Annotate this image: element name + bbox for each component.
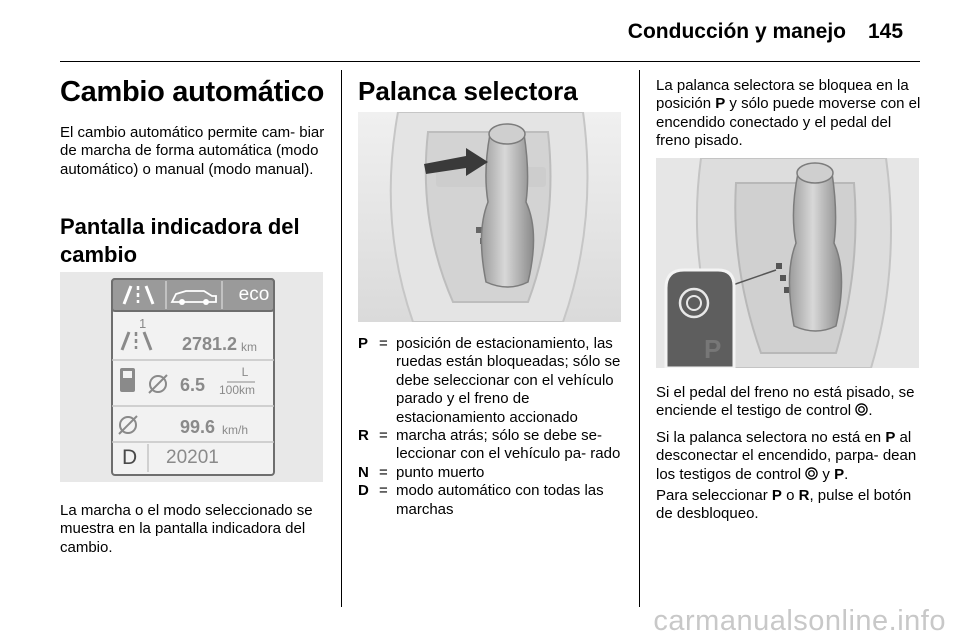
brake-lock-photo — [656, 158, 919, 368]
column-divider-right — [639, 70, 640, 607]
position-description: posición de estacionamiento, las ruedas están bloqueadas; sólo se debe seleccionar con el vehículo parado y el freno de estacionamiento accionado — [396, 335, 621, 426]
section-heading: Cambio automático — [60, 76, 324, 108]
ignition-off-paragraph: Si la palanca selectora no está en P al desconectar el encendido, parpa- dean los testigos de control y P. — [656, 429, 917, 483]
fuel-unit-top: L — [241, 365, 249, 379]
page-number: 145 — [868, 20, 904, 43]
brake-foot-control-icon — [855, 403, 868, 416]
column-divider-left — [341, 70, 342, 607]
unlock-button-paragraph: Para seleccionar P o R, pulse el botón de desbloqueo. — [656, 487, 912, 523]
brake-warning-paragraph: Si el pedal del freno no está pisado, se enciende el testigo de control . — [656, 384, 915, 420]
header-rule — [60, 61, 920, 62]
list-item: N = punto muerto — [358, 464, 630, 482]
odometer-value: 2781.2 — [182, 334, 238, 354]
list-item: D = modo automático con todas las marchas — [358, 482, 630, 519]
section-heading-selector-lever: Palanca selectora — [358, 76, 578, 106]
trip-value: 20201 — [166, 447, 219, 468]
position-description: marcha atrás; sólo se debe se- leccionar con el vehículo pa- rado — [396, 427, 621, 463]
position-key: D — [358, 482, 369, 500]
fuel-unit-bottom: 100km — [219, 383, 256, 397]
display-gear-small: 1 — [139, 316, 147, 331]
position-description: punto muerto — [396, 463, 485, 481]
fuel-consumption-value: 6.5 — [180, 375, 206, 395]
average-speed-value: 99.6 — [180, 417, 216, 437]
subsection-heading: Pantalla indicadora del cambio — [60, 214, 300, 267]
position-key: R — [358, 427, 369, 445]
svg-text:P: P — [704, 334, 722, 364]
running-header: Conducción y manejo — [627, 20, 846, 43]
brake-foot-control-icon — [805, 467, 818, 480]
eco-label: eco — [238, 284, 270, 305]
intro-paragraph: El cambio automático permite cam- biar de marcha de forma automática (modo automático) o manual (modo manual). — [60, 124, 325, 178]
position-description: modo automático con todas las marchas — [396, 482, 604, 518]
lock-paragraph: La palanca selectora se bloquea en la posición P y sólo puede moverse con el encendido conectado y el pedal del freno pisado. — [656, 77, 921, 150]
display-caption: La marcha o el modo seleccionado se muestra en la pantalla indicadora del cambio. — [60, 502, 313, 556]
selector-positions-list — [358, 335, 630, 519]
watermark: carmanualsonline.info — [653, 605, 946, 637]
gear-display-illustration — [60, 272, 323, 482]
list-item: P = posición de estacionamiento, las ruedas están bloqueadas; sólo se debe seleccionar con el vehículo parado y el freno de estacionamiento accionado — [358, 335, 630, 427]
selector-lever-photo — [358, 112, 621, 322]
odometer-unit: km — [241, 340, 257, 354]
position-key: N — [358, 463, 369, 481]
gear-indicator-value: D — [122, 446, 138, 469]
position-key: P — [358, 335, 369, 352]
average-speed-unit: km/h — [222, 423, 249, 437]
list-item: R = marcha atrás; sólo se debe se- leccionar con el vehículo pa- rado — [358, 427, 630, 464]
